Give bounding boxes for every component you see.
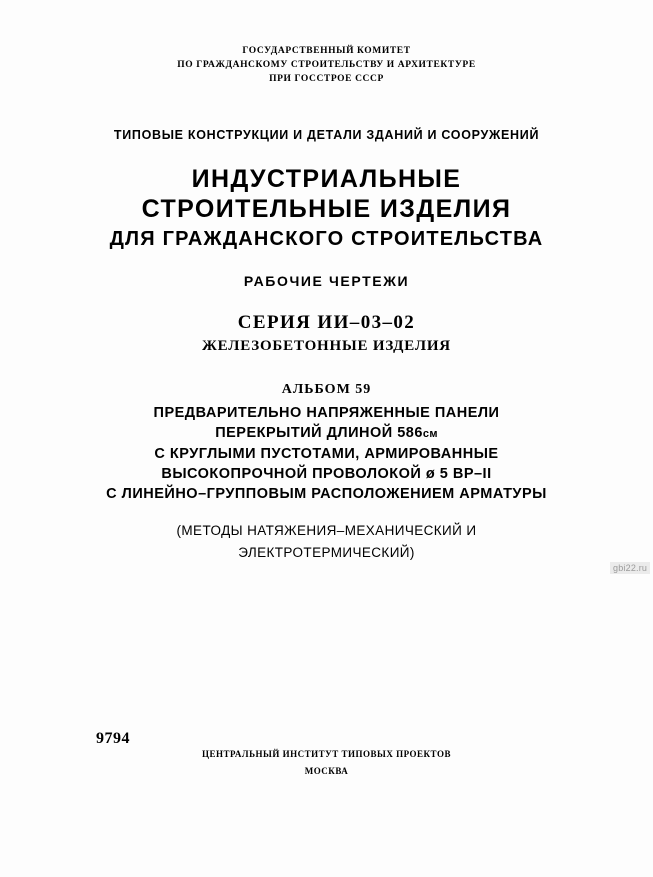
committee-line-1: ГОСУДАРСТВЕННЫЙ КОМИТЕТ <box>242 46 411 56</box>
methods-line-2: ЭЛЕКТРОТЕРМИЧЕСКИЙ) <box>238 545 415 560</box>
title-line-1: ИНДУСТРИАЛЬНЫЕ <box>191 165 462 193</box>
album-line-1: ПРЕДВАРИТЕЛЬНО НАПРЯЖЕННЫЕ ПАНЕЛИ <box>153 405 500 421</box>
committee-line-2: ПО ГРАЖДАНСКОМУ СТРОИТЕЛЬСТВУ И АРХИТЕКТУРЕ <box>177 60 476 70</box>
document-code: 9794 <box>96 730 130 747</box>
methods-block <box>0 520 653 564</box>
title-line-3: ДЛЯ ГРАЖДАНСКОГО СТРОИТЕЛЬСТВА <box>109 228 544 250</box>
footer-institute: ЦЕНТРАЛЬНЫЙ ИНСТИТУТ ТИПОВЫХ ПРОЕКТОВ <box>202 749 451 759</box>
album-line-2-text: ПЕРЕКРЫТИЙ ДЛИНОЙ 586 <box>215 425 423 441</box>
album-line-2 <box>0 423 653 444</box>
committee-line-3: ПРИ ГОССТРОЕ СССР <box>269 74 384 84</box>
footer-city: МОСКВА <box>304 766 349 776</box>
working-drawings-label: РАБОЧИЕ ЧЕРТЕЖИ <box>243 273 410 289</box>
series-block <box>0 312 653 355</box>
title-line-2: СТРОИТЕЛЬНЫЕ ИЗДЕЛИЯ <box>141 195 512 223</box>
subtitle-line: ТИПОВЫЕ КОНСТРУКЦИИ И ДЕТАЛИ ЗДАНИЙ И СООРУЖЕНИЙ <box>113 128 540 142</box>
album-heading: АЛЬБОМ 59 <box>281 382 372 397</box>
series-number: СЕРИЯ ИИ–03–02 <box>237 312 416 333</box>
series-kind: ЖЕЛЕЗОБЕТОННЫЕ ИЗДЕЛИЯ <box>202 338 451 354</box>
album-line-2-unit: см <box>422 428 438 440</box>
album-line-4: ВЫСОКОПРОЧНОЙ ПРОВОЛОКОЙ ø 5 ВР–II <box>161 466 492 482</box>
album-block <box>0 382 653 504</box>
footer-block <box>0 746 653 780</box>
committee-block <box>0 44 653 86</box>
watermark-label: gbi22.ru <box>610 562 650 574</box>
album-line-3: С КРУГЛЫМИ ПУСТОТАМИ, АРМИРОВАННЫЕ <box>154 446 499 462</box>
album-line-5: С ЛИНЕЙНО–ГРУППОВЫМ РАСПОЛОЖЕНИЕМ АРМАТУРЫ <box>106 486 547 502</box>
methods-line-1: (МЕТОДЫ НАТЯЖЕНИЯ–МЕХАНИЧЕСКИЙ И <box>176 523 477 538</box>
page-title <box>0 164 653 254</box>
